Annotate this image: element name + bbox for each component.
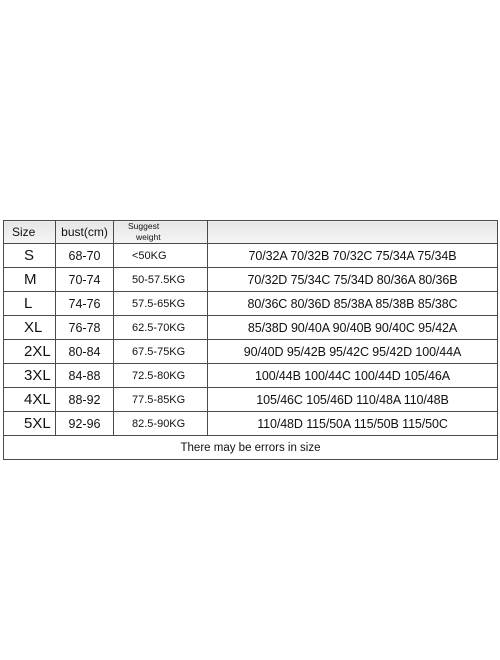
codes-cell: 100/44B 100/44C 100/44D 105/46A <box>208 364 498 388</box>
codes-cell: 70/32D 75/34C 75/34D 80/36A 80/36B <box>208 268 498 292</box>
bust-cell: 92-96 <box>56 412 114 436</box>
table-row <box>4 340 498 364</box>
codes-cell: 105/46C 105/46D 110/48A 110/48B <box>208 388 498 412</box>
header-weight <box>114 221 208 244</box>
table-row <box>4 292 498 316</box>
header-row <box>4 221 498 244</box>
size-cell: 4XL <box>4 388 56 412</box>
table-row <box>4 244 498 268</box>
codes-cell: 90/40D 95/42B 95/42C 95/42D 100/44A <box>208 340 498 364</box>
bust-cell: 80-84 <box>56 340 114 364</box>
weight-cell: 77.5-85KG <box>114 388 208 412</box>
weight-cell: 67.5-75KG <box>114 340 208 364</box>
header-weight-line2: weight <box>136 232 161 242</box>
weight-cell: <50KG <box>114 244 208 268</box>
table-row <box>4 268 498 292</box>
size-cell: L <box>4 292 56 316</box>
bust-cell: 84-88 <box>56 364 114 388</box>
size-error-note: There may be errors in size <box>4 436 498 460</box>
table-row <box>4 412 498 436</box>
size-chart-table <box>3 220 498 460</box>
weight-cell: 57.5-65KG <box>114 292 208 316</box>
size-cell: S <box>4 244 56 268</box>
table-row <box>4 388 498 412</box>
codes-cell: 80/36C 80/36D 85/38A 85/38B 85/38C <box>208 292 498 316</box>
bust-cell: 70-74 <box>56 268 114 292</box>
table-row <box>4 364 498 388</box>
codes-cell: 70/32A 70/32B 70/32C 75/34A 75/34B <box>208 244 498 268</box>
codes-cell: 85/38D 90/40A 90/40B 90/40C 95/42A <box>208 316 498 340</box>
size-cell: 3XL <box>4 364 56 388</box>
size-cell: M <box>4 268 56 292</box>
bust-cell: 68-70 <box>56 244 114 268</box>
header-size: Size <box>4 221 56 244</box>
bust-cell: 76-78 <box>56 316 114 340</box>
weight-cell: 62.5-70KG <box>114 316 208 340</box>
header-bust: bust(cm) <box>56 221 114 244</box>
note-row <box>4 436 498 460</box>
size-cell: XL <box>4 316 56 340</box>
table-row <box>4 316 498 340</box>
weight-cell: 72.5-80KG <box>114 364 208 388</box>
size-cell: 5XL <box>4 412 56 436</box>
bust-cell: 74-76 <box>56 292 114 316</box>
header-codes <box>208 221 498 244</box>
header-weight-line1: Suggest <box>128 221 160 231</box>
size-cell: 2XL <box>4 340 56 364</box>
weight-cell: 82.5-90KG <box>114 412 208 436</box>
codes-cell: 110/48D 115/50A 115/50B 115/50C <box>208 412 498 436</box>
weight-cell: 50-57.5KG <box>114 268 208 292</box>
bust-cell: 88-92 <box>56 388 114 412</box>
